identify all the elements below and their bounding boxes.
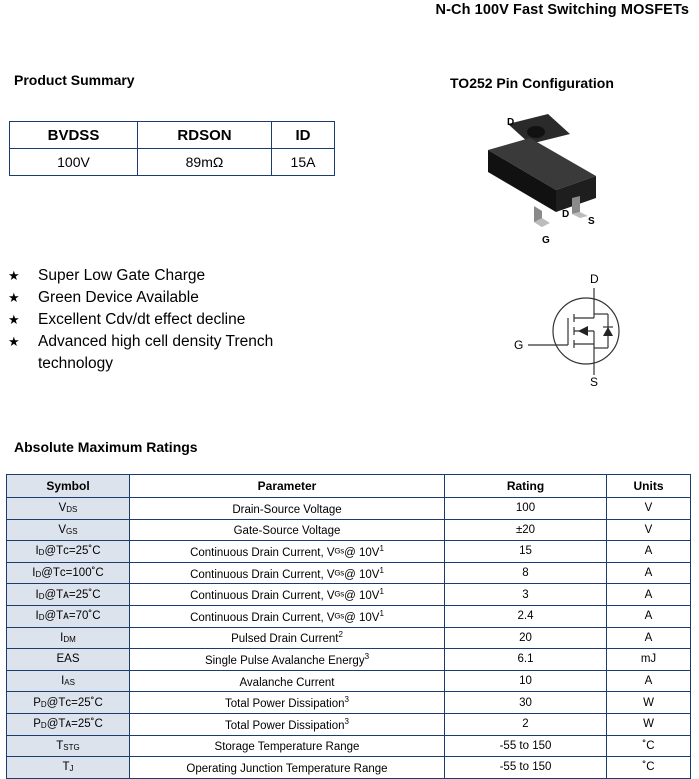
symbol-condition: @Tᴄ=25˚C bbox=[44, 545, 101, 558]
symbol-cell bbox=[7, 670, 130, 692]
symbol-condition: @Tᴀ=25˚C bbox=[46, 718, 103, 731]
ratings-title: Absolute Maximum Ratings bbox=[14, 439, 198, 455]
unit-cell: A bbox=[607, 584, 691, 606]
lead-source bbox=[572, 196, 580, 214]
to252-package-image bbox=[478, 112, 608, 247]
parameter-cell bbox=[130, 605, 445, 627]
table-row bbox=[7, 692, 691, 714]
feature-item bbox=[8, 265, 308, 287]
summary-id-value: 15A bbox=[272, 149, 335, 176]
symbol-main: V bbox=[58, 502, 67, 515]
symbol-main: EAS bbox=[56, 653, 80, 666]
symbol-subscript: DS bbox=[66, 505, 78, 515]
symbol-condition: @Tᴄ=25˚C bbox=[46, 696, 103, 709]
unit-cell: W bbox=[607, 713, 691, 735]
table-row bbox=[7, 670, 691, 692]
schematic-arrow bbox=[578, 326, 588, 336]
symbol-cell bbox=[7, 498, 130, 520]
parameter-text: Total Power Dissipation bbox=[225, 698, 345, 711]
unit-cell: V bbox=[607, 498, 691, 520]
parameter-text: Gate-Source Voltage bbox=[233, 525, 341, 538]
parameter-cell bbox=[130, 519, 445, 541]
rating-cell: -55 to 150 bbox=[445, 757, 607, 779]
document-title: N-Ch 100V Fast Switching MOSFETs bbox=[435, 2, 689, 18]
unit-cell: ˚C bbox=[607, 757, 691, 779]
symbol-cell bbox=[7, 605, 130, 627]
symbol-cell bbox=[7, 519, 130, 541]
ratings-col-symbol: Symbol bbox=[7, 475, 130, 498]
symbol-cell bbox=[7, 692, 130, 714]
rating-cell: 30 bbox=[445, 692, 607, 714]
rating-cell: 10 bbox=[445, 670, 607, 692]
feature-list bbox=[8, 265, 308, 375]
mosfet-schematic-symbol bbox=[508, 270, 633, 390]
unit-cell: A bbox=[607, 627, 691, 649]
summary-rdson-value: 89mΩ bbox=[137, 149, 271, 176]
symbol-subscript: J bbox=[69, 764, 74, 774]
symbol-subscript: STG bbox=[63, 742, 80, 752]
star-bullet-icon: ★ bbox=[8, 268, 20, 283]
ratings-header-row bbox=[7, 475, 691, 498]
ratings-col-units: Units bbox=[607, 475, 691, 498]
feature-text: Excellent Cdv/dt effect decline bbox=[38, 311, 246, 328]
table-row bbox=[7, 713, 691, 735]
parameter-text: Operating Junction Temperature Range bbox=[186, 762, 388, 775]
table-row bbox=[7, 627, 691, 649]
symbol-cell bbox=[7, 627, 130, 649]
rating-cell: 15 bbox=[445, 541, 607, 563]
parameter-footnote: 3 bbox=[344, 695, 349, 705]
package-tab-hole bbox=[527, 126, 545, 138]
parameter-footnote: 3 bbox=[344, 716, 349, 726]
symbol-condition: @Tᴀ=25˚C bbox=[44, 588, 101, 601]
parameter-text: Total Power Dissipation bbox=[225, 719, 345, 732]
symbol-subscript: D bbox=[38, 591, 45, 601]
table-row bbox=[7, 562, 691, 584]
symbol-main: I bbox=[35, 588, 39, 601]
rating-cell: 100 bbox=[445, 498, 607, 520]
parameter-footnote: 1 bbox=[379, 565, 384, 575]
unit-cell: V bbox=[607, 519, 691, 541]
parameter-cell bbox=[130, 692, 445, 714]
rating-cell: ±20 bbox=[445, 519, 607, 541]
summary-col-id: ID bbox=[272, 122, 335, 149]
ratings-col-rating: Rating bbox=[445, 475, 607, 498]
star-bullet-icon: ★ bbox=[8, 312, 20, 327]
pin-config-title: TO252 Pin Configuration bbox=[450, 75, 614, 91]
symbol-main: V bbox=[58, 523, 67, 536]
pkg-label-d: D bbox=[562, 209, 570, 220]
symbol-main: I bbox=[35, 545, 39, 558]
schematic-body-diode bbox=[603, 327, 613, 336]
summary-header-row bbox=[10, 122, 335, 149]
parameter-cell bbox=[130, 627, 445, 649]
parameter-cell bbox=[130, 562, 445, 584]
ratings-body bbox=[7, 498, 691, 779]
parameter-cell bbox=[130, 670, 445, 692]
parameter-cell bbox=[130, 584, 445, 606]
unit-cell: mJ bbox=[607, 649, 691, 671]
unit-cell: W bbox=[607, 692, 691, 714]
unit-cell: A bbox=[607, 605, 691, 627]
symbol-main: I bbox=[61, 675, 65, 688]
feature-item bbox=[8, 287, 308, 309]
symbol-condition: @Tᴄ=100˚C bbox=[41, 567, 104, 580]
table-row bbox=[7, 649, 691, 671]
rating-cell: 8 bbox=[445, 562, 607, 584]
summary-col-rdson: RDSON bbox=[137, 122, 271, 149]
rating-cell: -55 to 150 bbox=[445, 735, 607, 757]
parameter-cell bbox=[130, 498, 445, 520]
symbol-subscript: D bbox=[35, 570, 42, 580]
pkg-label-d-top: D bbox=[507, 117, 515, 128]
parameter-text: Pulsed Drain Current bbox=[231, 633, 339, 646]
parameter-cell bbox=[130, 713, 445, 735]
rating-cell: 20 bbox=[445, 627, 607, 649]
rating-cell: 6.1 bbox=[445, 649, 607, 671]
star-bullet-icon: ★ bbox=[8, 334, 20, 349]
pkg-label-s: S bbox=[588, 216, 595, 227]
product-summary-title: Product Summary bbox=[14, 72, 135, 88]
feature-item bbox=[8, 309, 308, 331]
parameter-text: Storage Temperature Range bbox=[214, 741, 360, 754]
summary-bvdss-value: 100V bbox=[10, 149, 138, 176]
symbol-subscript: AS bbox=[64, 678, 75, 688]
summary-value-row bbox=[10, 149, 335, 176]
feature-item bbox=[8, 331, 308, 375]
symbol-subscript: D bbox=[40, 699, 47, 709]
feature-text: Green Device Available bbox=[38, 289, 199, 306]
feature-text: Advanced high cell density Trench technology bbox=[38, 333, 274, 372]
symbol-subscript: DM bbox=[63, 634, 76, 644]
star-bullet-icon: ★ bbox=[8, 290, 20, 305]
parameter-footnote: 3 bbox=[364, 652, 370, 662]
parameter-cell bbox=[130, 735, 445, 757]
symbol-main: T bbox=[62, 761, 70, 774]
symbol-main: I bbox=[60, 631, 64, 644]
symbol-subscript: D bbox=[38, 613, 45, 623]
table-row bbox=[7, 498, 691, 520]
parameter-text: Continuous Drain Current, Vᴳˢ@ 10V bbox=[190, 590, 380, 603]
symbol-cell bbox=[7, 649, 130, 671]
symbol-main: P bbox=[33, 696, 41, 709]
symbol-cell bbox=[7, 562, 130, 584]
parameter-cell bbox=[130, 649, 445, 671]
summary-col-bvdss: BVDSS bbox=[10, 122, 138, 149]
symbol-subscript: D bbox=[40, 721, 47, 731]
parameter-text: Drain-Source Voltage bbox=[232, 503, 342, 516]
ratings-col-parameter: Parameter bbox=[130, 475, 445, 498]
unit-cell: ˚C bbox=[607, 735, 691, 757]
symbol-main: T bbox=[56, 739, 64, 752]
product-summary-table bbox=[9, 121, 335, 176]
symbol-cell bbox=[7, 713, 130, 735]
unit-cell: A bbox=[607, 670, 691, 692]
unit-cell: A bbox=[607, 562, 691, 584]
parameter-text: Single Pulse Avalanche Energy bbox=[204, 654, 365, 667]
symbol-subscript: GS bbox=[66, 526, 78, 536]
parameter-footnote: 1 bbox=[379, 587, 384, 597]
schematic-label-g: G bbox=[514, 338, 524, 352]
table-row bbox=[7, 735, 691, 757]
parameter-footnote: 1 bbox=[379, 544, 384, 554]
schematic-label-d: D bbox=[590, 272, 599, 286]
symbol-main: P bbox=[33, 718, 41, 731]
symbol-condition: @Tᴀ=70˚C bbox=[44, 610, 101, 623]
parameter-cell bbox=[130, 541, 445, 563]
symbol-cell bbox=[7, 735, 130, 757]
symbol-subscript: D bbox=[38, 548, 45, 558]
pkg-label-g: G bbox=[542, 235, 550, 246]
parameter-text: Continuous Drain Current, Vᴳˢ@ 10V bbox=[190, 568, 380, 581]
rating-cell: 2 bbox=[445, 713, 607, 735]
rating-cell: 2.4 bbox=[445, 605, 607, 627]
parameter-footnote: 2 bbox=[338, 630, 343, 640]
parameter-text: Avalanche Current bbox=[239, 676, 335, 689]
table-row bbox=[7, 584, 691, 606]
table-row bbox=[7, 605, 691, 627]
symbol-main: I bbox=[32, 567, 36, 580]
table-row bbox=[7, 541, 691, 563]
table-row bbox=[7, 519, 691, 541]
symbol-cell bbox=[7, 584, 130, 606]
symbol-cell bbox=[7, 541, 130, 563]
symbol-main: I bbox=[35, 610, 39, 623]
rating-cell: 3 bbox=[445, 584, 607, 606]
schematic-label-s: S bbox=[590, 375, 599, 389]
parameter-footnote: 1 bbox=[379, 608, 384, 618]
parameter-text: Continuous Drain Current, Vᴳˢ@ 10V bbox=[190, 546, 380, 559]
parameter-text: Continuous Drain Current, Vᴳˢ@ 10V bbox=[190, 611, 380, 624]
feature-text: Super Low Gate Charge bbox=[38, 267, 206, 284]
unit-cell: A bbox=[607, 541, 691, 563]
absolute-max-ratings-table bbox=[6, 474, 691, 779]
